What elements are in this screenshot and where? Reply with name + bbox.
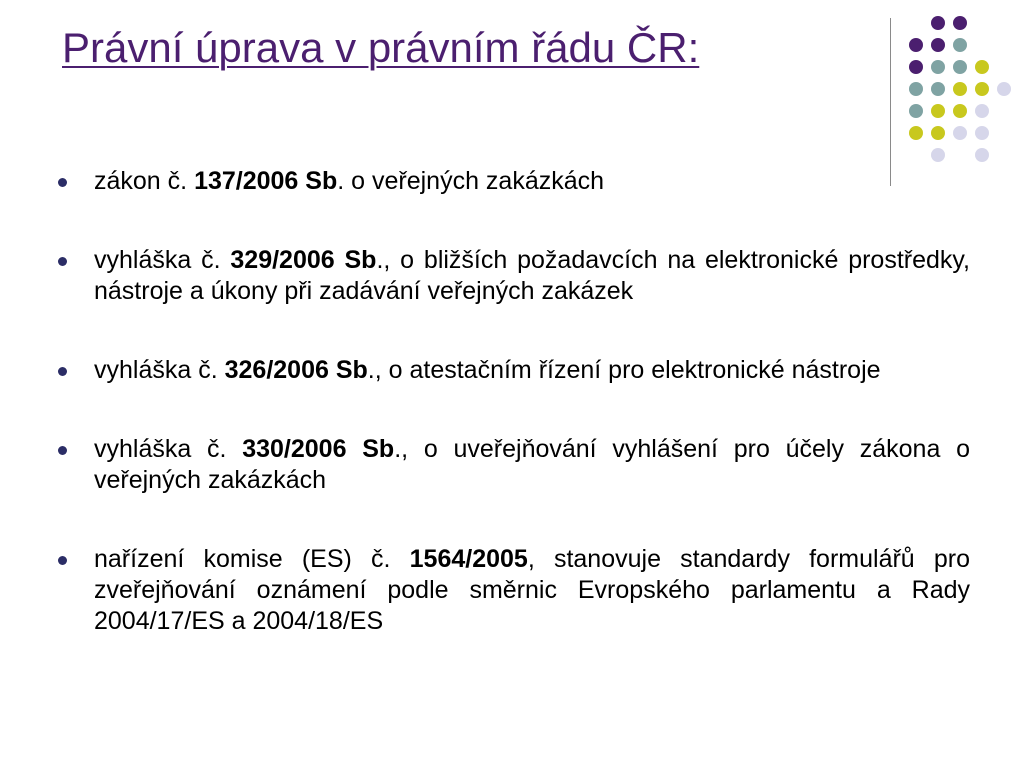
bullet-icon xyxy=(58,367,67,376)
page-title xyxy=(62,24,822,72)
bullet-list xyxy=(56,166,970,685)
decorative-dot xyxy=(931,148,945,162)
bullet-icon xyxy=(58,446,67,455)
decorative-dot xyxy=(931,38,945,52)
bullet-icon xyxy=(58,178,67,187)
decorative-dot xyxy=(975,82,989,96)
decorative-dot xyxy=(975,60,989,74)
decorative-dot xyxy=(975,126,989,140)
decorative-dot xyxy=(931,104,945,118)
decorative-dot xyxy=(909,82,923,96)
decorative-dot xyxy=(909,38,923,52)
page-title-link[interactable]: Právní úprava v právním řádu ČR: xyxy=(62,24,700,71)
decorative-dot xyxy=(953,82,967,96)
decorative-dot xyxy=(953,16,967,30)
decorative-dot xyxy=(997,82,1011,96)
decorative-dot xyxy=(909,126,923,140)
decorative-dot xyxy=(909,104,923,118)
bullet-icon xyxy=(58,556,67,565)
decorative-dot xyxy=(931,82,945,96)
decorative-divider xyxy=(890,18,891,186)
decorative-dot xyxy=(931,126,945,140)
decorative-dot xyxy=(953,104,967,118)
decorative-dot xyxy=(931,16,945,30)
list-item: nařízení komise (ES) č. 1564/2005, stanovuje standardy formulářů pro zveřejňování oznámení podle směrnic Evropského parlamentu a Rady 2004/17/ES a 2004/18/ES xyxy=(56,544,970,637)
list-item: vyhláška č. 329/2006 Sb., o bližších požadavcích na elektronické prostředky, nástroje a úkony při zadávání veřejných zakázek xyxy=(56,245,970,307)
decorative-dot xyxy=(931,60,945,74)
list-item: vyhláška č. 326/2006 Sb., o atestačním řízení pro elektronické nástroje xyxy=(56,355,970,386)
decorative-dot xyxy=(953,60,967,74)
decorative-dot xyxy=(953,38,967,52)
decorative-dot xyxy=(975,148,989,162)
bullet-icon xyxy=(58,257,67,266)
decorative-dot xyxy=(909,60,923,74)
list-item: vyhláška č. 330/2006 Sb., o uveřejňování vyhlášení pro účely zákona o veřejných zakázkách xyxy=(56,434,970,496)
decorative-dot xyxy=(975,104,989,118)
decorative-dot xyxy=(953,126,967,140)
list-item: zákon č. 137/2006 Sb. o veřejných zakázkách xyxy=(56,166,970,197)
